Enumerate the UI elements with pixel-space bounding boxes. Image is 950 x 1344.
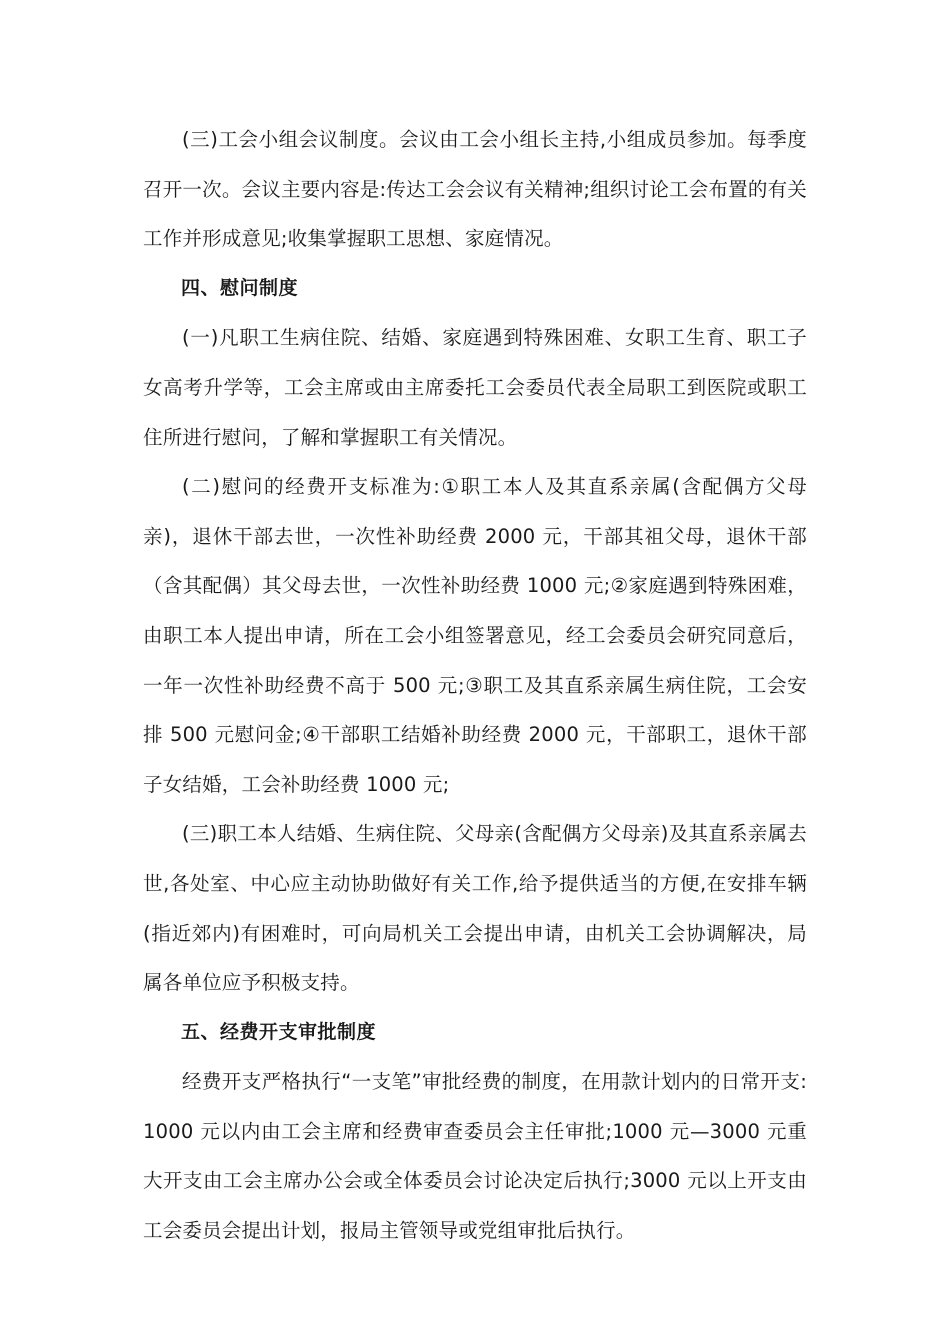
paragraph-condolence-assistance: (三)职工本人结婚、生病住院、父母亲(含配偶方父母亲)及其直系亲属去世,各处室、中心应主动协助做好有关工作,给予提供适当的方便,在安排车辆(指近郊内)有困难时，可向局机关工会提出申请，由机关工会协调解决，局属各单位应予积极支持。	[143, 822, 807, 995]
paragraph-expense-approval: 经费开支严格执行“一支笔”审批经费的制度，在用款计划内的日常开支:1000 元以内由工会主席和经费审查委员会主任审批;1000 元—3000 元重大开支由工会主席办公会或全体委员会讨论决定后执行;3000 元以上开支由工会委员会提出计划，报局主管领导或党组审批后执行。	[143, 1070, 807, 1243]
paragraph-condolence-funding: (二)慰问的经费开支标准为:①职工本人及其直系亲属(含配偶方父母亲)，退休干部去世，一次性补助经费 2000 元，干部其祖父母，退休干部（含其配偶）其父母去世，一次性补助经费 1000 元;②家庭遇到特殊困难，由职工本人提出申请，所在工会小组签署意见，经工会委员会研究同意后，一年一次性补助经费不高于 500 元;③职工及其直系亲属生病住院，工会安排 500 元慰问金;④干部职工结婚补助经费 2000 元，干部职工，退休干部子女结婚，工会补助经费 1000 元;	[143, 475, 807, 796]
paragraph-condolence-scope: (一)凡职工生病住院、结婚、家庭遇到特殊困难、女职工生育、职工子女高考升学等，工会主席或由主席委托工会委员代表全局职工到医院或职工住所进行慰问，了解和掌握职工有关情况。	[143, 326, 807, 449]
document-body	[143, 115, 807, 1256]
paragraph-union-group-meeting: (三)工会小组会议制度。会议由工会小组长主持,小组成员参加。每季度召开一次。会议主要内容是:传达工会会议有关精神;组织讨论工会布置的有关工作并形成意见;收集掌握职工思想、家庭情况。	[143, 128, 807, 251]
section-heading-condolence: 四、慰问制度	[181, 276, 299, 299]
section-heading-expense-approval: 五、经费开支审批制度	[181, 1020, 377, 1043]
